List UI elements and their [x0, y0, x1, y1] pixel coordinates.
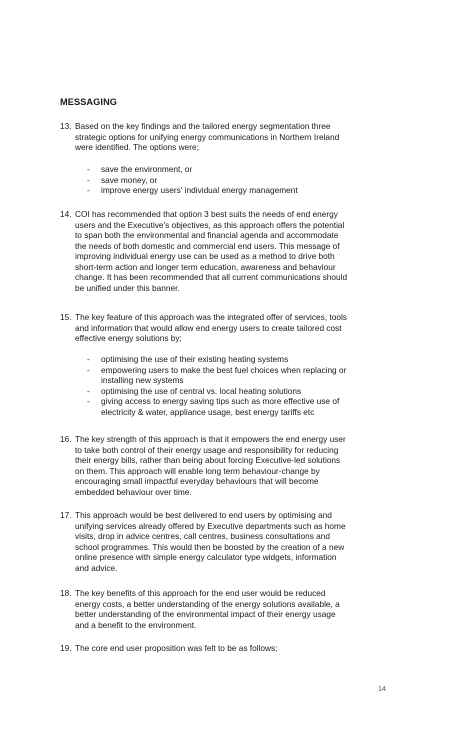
paragraph-15: [60, 312, 398, 344]
list-item: [87, 164, 407, 175]
options-list: [87, 164, 407, 196]
dash-bullet: -: [87, 174, 90, 185]
paragraph-line: embedded behaviour over time.: [75, 486, 192, 497]
paragraph-number: 18.: [60, 588, 72, 598]
list-item-text: electricity & water, appliance usage, best energy tariffs etc: [101, 406, 315, 417]
paragraph-line: were identified. The options were;: [75, 142, 199, 152]
paragraph-line: on them. This approach will enable long term behaviour-change by: [75, 465, 320, 476]
paragraph-19: [60, 643, 398, 654]
paragraph-text: COI has recommended that option 3 best suits the needs of end energy: [75, 209, 338, 219]
paragraph-text: The key benefits of this approach for the end user would be reduced: [75, 588, 326, 598]
list-item-text: empowering users to make the best fuel choices when replacing or: [101, 364, 347, 375]
paragraph-line: their energy bills, rather than being about forcing Executive-led solutions: [75, 455, 341, 465]
paragraph-line: energy costs, a better understanding of the energy solutions available, a: [75, 598, 340, 609]
paragraph-line: encouraging small impactful everyday behaviours that will become: [75, 476, 319, 486]
paragraph-line: unifying services already offered by Executive departments such as home: [75, 520, 346, 531]
paragraph-line: the needs of both domestic and commercial end users. This message of: [75, 240, 340, 251]
paragraph-line: effective energy solutions by;: [75, 333, 182, 343]
list-item-text: installing new systems: [101, 375, 184, 385]
list-item-text: save the environment, or: [101, 164, 193, 174]
list-item-text: giving access to energy saving tips such as more effective use of: [101, 396, 340, 406]
paragraph-number: 16.: [60, 434, 72, 444]
dash-bullet: -: [87, 164, 90, 174]
paragraph-line: [60, 312, 398, 323]
paragraph-line: change. It has been recommended that all current communications should: [75, 272, 348, 282]
paragraph-line: to span both the environmental and financial agenda and accommodate: [75, 230, 339, 240]
paragraph-line: school programmes. This would then be boosted by the creation of a new: [75, 541, 345, 552]
paragraph-line: and a benefit to the environment.: [75, 619, 197, 630]
paragraph-17: [60, 510, 398, 573]
list-item: [87, 386, 407, 397]
list-item-text: optimising the use of central vs. local heating solutions: [101, 385, 302, 396]
paragraph-number: 19.: [60, 643, 72, 653]
paragraph-line: to take both control of their energy usage and responsibility for reducing: [75, 444, 339, 455]
paragraph-text: The core end user proposition was felt to be as follows;: [75, 643, 278, 653]
paragraph-number: 15.: [60, 312, 72, 322]
paragraph-18: [60, 588, 398, 630]
paragraph-text: The key strength of this approach is that it empowers the end energy user: [75, 434, 346, 444]
paragraph-line: users and the Executive's objectives, as this approach offers the potential: [75, 219, 345, 230]
list-item: [87, 396, 407, 417]
paragraph-14: [60, 209, 398, 293]
paragraph-line: online presence with simple energy calculator type widgets, information: [75, 552, 337, 562]
paragraph-line: be unified under this banner.: [75, 282, 180, 293]
paragraph-line: strategic options for unifying energy communications in Northern Ireland: [75, 131, 340, 142]
paragraph-text: Based on the key findings and the tailored energy segmentation three: [75, 121, 331, 131]
list-item-text: improve energy users' individual energy management: [101, 185, 298, 195]
page-number: 14: [378, 686, 386, 693]
paragraph-line: improving individual energy use can be used as a method to drive both: [75, 251, 335, 261]
dash-bullet: -: [87, 364, 90, 375]
list-item: [87, 365, 407, 386]
paragraph-number: 17.: [60, 510, 72, 520]
dash-bullet: -: [87, 385, 90, 396]
paragraph-line: [60, 643, 398, 654]
dash-bullet: -: [87, 354, 90, 364]
section-heading: MESSAGING: [60, 97, 118, 107]
paragraph-13: [60, 121, 398, 153]
list-item-text: save money, or: [101, 174, 158, 185]
paragraph-line: [60, 588, 398, 599]
paragraph-line: [60, 510, 398, 521]
paragraph-line: [60, 434, 398, 445]
list-item: [87, 354, 407, 365]
paragraph-line: [60, 209, 398, 220]
paragraph-line: better understanding of the environmental impact of their energy usage: [75, 609, 336, 619]
paragraph-text: This approach would be best delivered to end users by optimising and: [75, 510, 332, 520]
dash-bullet: -: [87, 396, 90, 406]
solutions-list: [87, 354, 407, 417]
list-item: [87, 185, 407, 196]
list-item-text: optimising the use of their existing heating systems: [101, 354, 289, 364]
paragraph-16: [60, 434, 398, 497]
paragraph-line: short-term action and longer term education, awareness and behaviour: [75, 261, 336, 272]
list-item: [87, 175, 407, 186]
paragraph-line: [60, 121, 398, 132]
paragraph-line: visits, drop in advice centres, call centres, business consultations and: [75, 531, 331, 541]
paragraph-number: 13.: [60, 121, 72, 131]
paragraph-line: and advice.: [75, 562, 118, 573]
dash-bullet: -: [87, 185, 90, 195]
paragraph-number: 14.: [60, 209, 72, 219]
paragraph-line: and information that would allow end energy users to create tailored cost: [75, 322, 342, 333]
paragraph-text: The key feature of this approach was the integrated offer of services, tools: [75, 312, 347, 322]
